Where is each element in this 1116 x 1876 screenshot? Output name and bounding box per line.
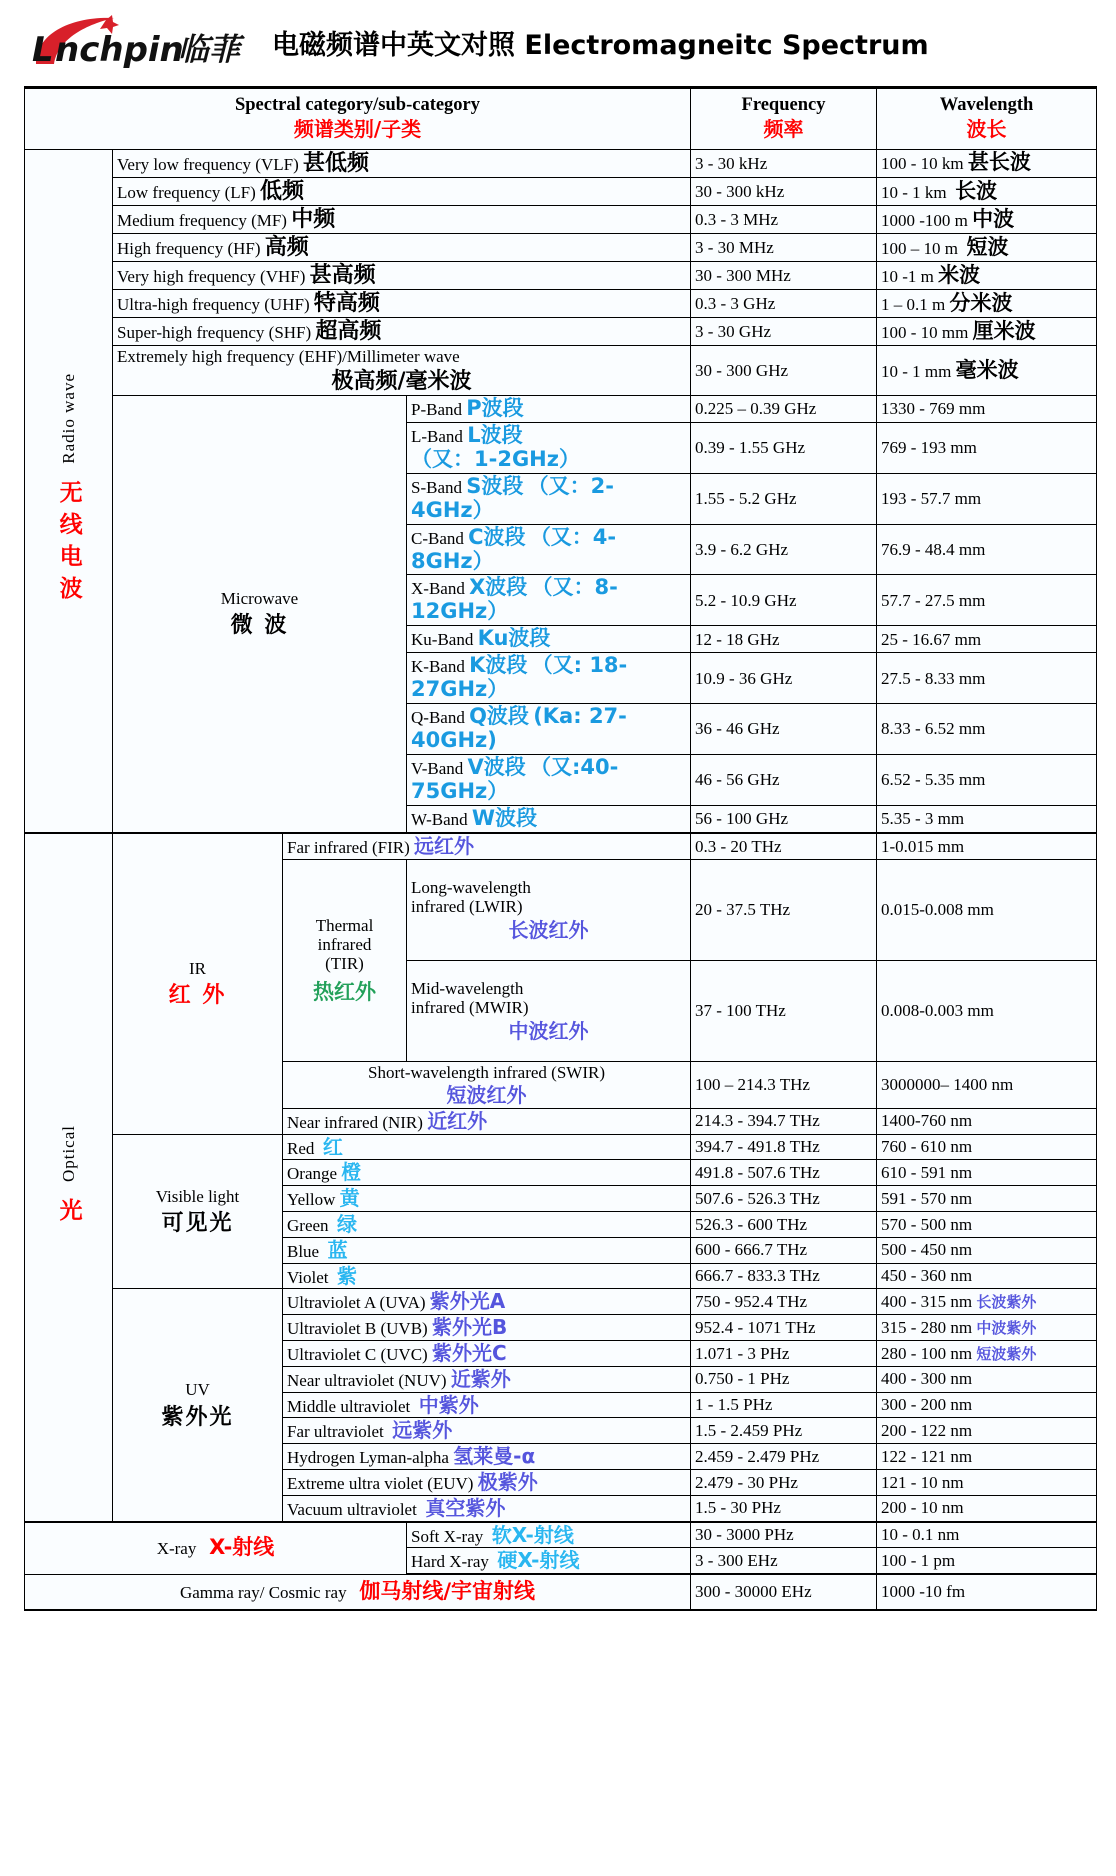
wave-mwir: 0.008-0.003 mm	[877, 960, 1097, 1061]
subgroup-thermal-infrared	[283, 859, 407, 1061]
wave-uva-value: 400 - 315 nm	[881, 1292, 973, 1312]
shf-cn: 超高频	[315, 319, 382, 345]
wave-p-band: 1330 - 769 mm	[877, 395, 1097, 422]
freq-lwir: 20 - 37.5 THz	[691, 859, 877, 960]
freq-x-band: 5.2 - 10.9 GHz	[691, 575, 877, 626]
vlf-cn: 甚低频	[303, 150, 370, 176]
mf-en: Medium frequency (MF)	[117, 211, 287, 231]
wave-lyman-alpha: 122 - 121 nm	[877, 1444, 1097, 1470]
hf-en: High frequency (HF)	[117, 239, 261, 259]
violet-en: Violet	[287, 1267, 329, 1287]
row-label-nir	[283, 1108, 691, 1134]
freq-s-band: 1.55 - 5.2 GHz	[691, 473, 877, 524]
freq-uva: 750 - 952.4 THz	[691, 1289, 877, 1315]
wave-fir: 1-0.015 mm	[877, 833, 1097, 859]
wave-vhf-value: 10 -1 m	[881, 266, 934, 286]
vhf-cn: 甚高频	[309, 263, 376, 289]
row-label-k-band	[407, 653, 691, 704]
freq-hard-xray: 3 - 300 EHz	[691, 1548, 877, 1574]
orange-en: Orange	[287, 1164, 338, 1184]
row-label-p-band	[407, 395, 691, 422]
vacuum-uv-cn: 真空紫外	[425, 1495, 506, 1520]
freq-lyman-alpha: 2.459 - 2.479 PHz	[691, 1444, 877, 1470]
wave-blue: 500 - 450 nm	[877, 1237, 1097, 1263]
freq-ku-band: 12 - 18 GHz	[691, 626, 877, 653]
far-uv-en: Far ultraviolet	[287, 1422, 384, 1442]
wave-nuv: 400 - 300 nm	[877, 1366, 1097, 1392]
vhf-en: Very high frequency (VHF)	[117, 267, 306, 287]
uhf-cn: 特高频	[313, 291, 380, 317]
ku-band-cn: Ku波段	[477, 626, 551, 651]
wave-violet: 450 - 360 nm	[877, 1263, 1097, 1289]
visible-en: Visible light	[155, 1186, 240, 1206]
row-label-vhf	[113, 262, 691, 290]
group-radio-en: Radio wave	[58, 373, 78, 465]
wave-red: 760 - 610 nm	[877, 1134, 1097, 1160]
swir-en: Short-wavelength infrared (SWIR)	[368, 1062, 605, 1082]
svg-text:L: L	[32, 30, 54, 70]
nuv-en: Near ultraviolet (NUV)	[287, 1370, 447, 1390]
wave-soft-xray: 10 - 0.1 nm	[877, 1522, 1097, 1548]
group-optical	[25, 833, 113, 1522]
freq-violet: 666.7 - 833.3 THz	[691, 1263, 877, 1289]
freq-nir: 214.3 - 394.7 THz	[691, 1108, 877, 1134]
x-band-cn: X波段	[469, 575, 528, 600]
fir-cn: 远红外	[414, 833, 474, 858]
tir-en-line1: Thermal	[315, 915, 374, 935]
row-label-lwir	[407, 859, 691, 960]
yellow-en: Yellow	[287, 1190, 336, 1210]
wave-yellow: 591 - 570 nm	[877, 1186, 1097, 1212]
freq-red: 394.7 - 491.8 THz	[691, 1134, 877, 1160]
freq-vhf: 30 - 300 MHz	[691, 262, 877, 290]
wave-w-band: 5.35 - 3 mm	[877, 805, 1097, 832]
freq-lf: 30 - 300 kHz	[691, 177, 877, 205]
ehf-en: Extremely high frequency (EHF)/Millimeter wave	[117, 347, 460, 367]
header-spectral-en: Spectral category/sub-category	[234, 95, 481, 115]
uv-en: UV	[185, 1380, 210, 1400]
freq-mf: 0.3 - 3 MHz	[691, 206, 877, 234]
uvc-en: Ultraviolet C (UVC)	[287, 1344, 428, 1364]
middle-uv-cn: 中紫外	[418, 1392, 479, 1417]
freq-soft-xray: 30 - 3000 PHz	[691, 1522, 877, 1548]
wave-uvc	[877, 1340, 1097, 1366]
fir-en: Far infrared (FIR)	[287, 837, 410, 857]
row-label-uhf	[113, 290, 691, 318]
row-label-blue	[283, 1237, 691, 1263]
wave-far-uv: 200 - 122 nm	[877, 1418, 1097, 1444]
wave-vhf-cn: 米波	[938, 262, 981, 287]
wave-x-band: 57.7 - 27.5 mm	[877, 575, 1097, 626]
row-label-uvc	[283, 1340, 691, 1366]
table-row-gamma	[25, 1574, 1097, 1610]
table-header-row	[25, 88, 1097, 150]
freq-swir: 100 – 214.3 THz	[691, 1061, 877, 1108]
subgroup-ir	[113, 833, 283, 1134]
group-optical-cn: 光	[55, 1197, 82, 1230]
row-label-ku-band	[407, 626, 691, 653]
lynchpin-logo	[28, 18, 254, 70]
table-row-lf	[25, 177, 1097, 205]
row-label-x-band	[407, 575, 691, 626]
v-band-alt: （又:40-75GHz）	[411, 755, 619, 803]
row-label-far-uv	[283, 1418, 691, 1444]
row-label-hard-xray	[407, 1548, 691, 1574]
row-label-swir	[283, 1061, 691, 1108]
soft-xray-en: Soft X-ray	[411, 1526, 484, 1546]
freq-c-band: 3.9 - 6.2 GHz	[691, 524, 877, 575]
freq-far-uv: 1.5 - 2.459 PHz	[691, 1418, 877, 1444]
wave-k-band: 27.5 - 8.33 mm	[877, 653, 1097, 704]
header-frequency	[691, 88, 877, 150]
wave-vhf	[877, 262, 1097, 290]
wave-lf	[877, 177, 1097, 205]
p-band-cn: P波段	[466, 395, 524, 420]
microwave-en: Microwave	[220, 589, 299, 609]
green-cn: 绿	[337, 1211, 358, 1236]
freq-q-band: 36 - 46 GHz	[691, 704, 877, 755]
table-row-vlf	[25, 149, 1097, 177]
k-band-cn: K波段	[469, 653, 528, 678]
l-band-alt: （又：1-2GHz）	[411, 446, 580, 471]
wave-vlf-cn: 甚长波	[967, 150, 1031, 175]
k-band-alt: （又: 18-27GHz）	[411, 653, 628, 702]
freq-ehf: 30 - 300 GHz	[691, 346, 877, 395]
table-row-vhf	[25, 262, 1097, 290]
s-band-alt: （又：2-4GHz）	[411, 473, 614, 522]
microwave-cn: 微 波	[230, 613, 289, 639]
row-label-nuv	[283, 1366, 691, 1392]
red-cn: 红	[322, 1134, 343, 1159]
x-band-en: X-Band	[411, 579, 465, 599]
logo-graphic	[28, 14, 254, 70]
wave-uvc-value: 280 - 100 nm	[881, 1343, 973, 1363]
wave-hard-xray: 100 - 1 pm	[877, 1548, 1097, 1574]
lwir-en-1: Long-wavelength	[411, 877, 531, 897]
vlf-en: Very low frequency (VLF)	[117, 154, 299, 174]
ir-cn: 红 外	[168, 983, 227, 1009]
wave-ehf-cn: 毫米波	[955, 357, 1019, 382]
s-band-en: S-Band	[411, 477, 462, 497]
wave-l-band: 769 - 193 mm	[877, 422, 1097, 473]
wave-uva-cn: 长波紫外	[976, 1293, 1037, 1312]
table-row-fir	[25, 833, 1097, 859]
freq-blue: 600 - 666.7 THz	[691, 1237, 877, 1263]
k-band-en: K-Band	[411, 657, 465, 677]
l-band-en: L-Band	[411, 426, 463, 446]
row-label-red	[283, 1134, 691, 1160]
wave-c-band: 76.9 - 48.4 mm	[877, 524, 1097, 575]
wave-q-band: 8.33 - 6.52 mm	[877, 704, 1097, 755]
p-band-en: P-Band	[411, 399, 462, 419]
lyman-alpha-cn: 氢莱曼-α	[453, 1444, 536, 1469]
freq-green: 526.3 - 600 THz	[691, 1211, 877, 1237]
row-label-q-band	[407, 704, 691, 755]
subgroup-microwave	[113, 395, 407, 832]
header-wavelength-en: Wavelength	[939, 95, 1034, 115]
nir-cn: 近红外	[427, 1108, 488, 1133]
freq-orange: 491.8 - 507.6 THz	[691, 1160, 877, 1186]
ir-en: IR	[189, 958, 206, 978]
wave-ehf	[877, 346, 1097, 395]
row-label-vlf	[113, 149, 691, 177]
lyman-alpha-en: Hydrogen Lyman-alpha	[287, 1448, 449, 1468]
row-label-soft-xray	[407, 1522, 691, 1548]
freq-middle-uv: 1 - 1.5 PHz	[691, 1392, 877, 1418]
q-band-alt: (Ka: 27-40GHz)	[411, 704, 627, 753]
uva-cn: 紫外光A	[429, 1289, 506, 1314]
wave-hf	[877, 234, 1097, 262]
hard-xray-cn: 硬X-射线	[497, 1548, 580, 1573]
wave-lf-value: 10 - 1 km	[881, 182, 947, 202]
euv-en: Extreme ultra violet (EUV)	[287, 1473, 474, 1493]
header-spectral-category	[25, 88, 691, 150]
freq-euv: 2.479 - 30 PHz	[691, 1469, 877, 1495]
visible-cn: 可见光	[161, 1211, 234, 1237]
spectrum-table	[24, 86, 1097, 1611]
row-label-hf	[113, 234, 691, 262]
subgroup-uv	[113, 1289, 283, 1522]
gamma-en: Gamma ray/ Cosmic ray	[179, 1583, 347, 1603]
table-row-p-band	[25, 395, 1097, 422]
mf-cn: 中频	[291, 207, 336, 233]
uhf-en: Ultra-high frequency (UHF)	[117, 295, 310, 315]
wave-shf-cn: 厘米波	[972, 318, 1036, 343]
group-radio-wave	[25, 149, 113, 832]
wave-uhf	[877, 290, 1097, 318]
hard-xray-en: Hard X-ray	[411, 1552, 489, 1572]
row-label-w-band	[407, 805, 691, 832]
wave-euv: 121 - 10 nm	[877, 1469, 1097, 1495]
wave-hf-cn: 短波	[966, 234, 1009, 259]
freq-l-band: 0.39 - 1.55 GHz	[691, 422, 877, 473]
far-uv-cn: 远紫外	[392, 1418, 453, 1443]
ehf-cn: 极高频/毫米波	[331, 368, 472, 394]
row-label-l-band	[407, 422, 691, 473]
c-band-cn: C波段	[468, 524, 526, 549]
freq-yellow: 507.6 - 526.3 THz	[691, 1186, 877, 1212]
page-title: 电磁频谱中英文对照 Electromagneitc Spectrum	[272, 29, 929, 61]
blue-cn: 蓝	[327, 1237, 348, 1262]
row-label-mf	[113, 206, 691, 234]
orange-cn: 橙	[341, 1160, 362, 1185]
w-band-en: W-Band	[411, 809, 468, 829]
freq-vacuum-uv: 1.5 - 30 PHz	[691, 1495, 877, 1521]
row-label-green	[283, 1211, 691, 1237]
freq-fir: 0.3 - 20 THz	[691, 833, 877, 859]
tir-en-line3: (TIR)	[325, 954, 364, 974]
row-label-s-band	[407, 473, 691, 524]
uvc-cn: 紫外光C	[431, 1340, 507, 1365]
group-xray	[25, 1522, 407, 1575]
table-row-uva	[25, 1289, 1097, 1315]
nuv-cn: 近紫外	[450, 1366, 511, 1391]
wave-swir: 3000000– 1400 nm	[877, 1061, 1097, 1108]
wave-v-band: 6.52 - 5.35 mm	[877, 755, 1097, 806]
wave-uvb-cn: 中波紫外	[976, 1318, 1037, 1337]
uvb-en: Ultraviolet B (UVB)	[287, 1319, 428, 1339]
row-label-mwir	[407, 960, 691, 1061]
table-row-red	[25, 1134, 1097, 1160]
soft-xray-cn: 软X-射线	[491, 1522, 574, 1547]
freq-hf: 3 - 30 MHz	[691, 234, 877, 262]
blue-en: Blue	[287, 1241, 320, 1261]
group-optical-en: Optical	[58, 1124, 78, 1182]
gamma-cn: 伽马射线/宇宙射线	[359, 1579, 536, 1604]
wave-uvc-cn: 短波紫外	[976, 1344, 1037, 1363]
row-label-violet	[283, 1263, 691, 1289]
wave-gamma: 1000 -10 fm	[877, 1574, 1097, 1610]
freq-p-band: 0.225 – 0.39 GHz	[691, 395, 877, 422]
violet-cn: 紫	[336, 1263, 357, 1288]
row-label-orange	[283, 1160, 691, 1186]
header-spectral-cn: 频谱类别/子类	[293, 117, 422, 142]
row-label-ehf	[113, 346, 691, 395]
table-row-uhf	[25, 290, 1097, 318]
table-row-shf	[25, 318, 1097, 346]
header-wavelength-cn: 波长	[966, 117, 1007, 142]
row-label-c-band	[407, 524, 691, 575]
q-band-en: Q-Band	[411, 708, 465, 728]
lf-en: Low frequency (LF)	[117, 182, 256, 202]
lwir-cn: 长波红外	[508, 917, 589, 942]
row-label-lf	[113, 177, 691, 205]
wave-hf-value: 100 – 10 m	[881, 238, 958, 258]
freq-nuv: 0.750 - 1 PHz	[691, 1366, 877, 1392]
freq-vlf: 3 - 30 kHz	[691, 149, 877, 177]
s-band-cn: S波段	[466, 473, 524, 498]
uva-en: Ultraviolet A (UVA)	[287, 1293, 426, 1313]
lf-cn: 低频	[260, 178, 305, 204]
freq-uvc: 1.071 - 3 PHz	[691, 1340, 877, 1366]
wave-mf-value: 1000 -100 m	[881, 210, 968, 230]
row-label-yellow	[283, 1186, 691, 1212]
row-label-v-band	[407, 755, 691, 806]
row-label-lyman-alpha	[283, 1444, 691, 1470]
lwir-en-2: infrared (LWIR)	[411, 897, 523, 917]
freq-uhf: 0.3 - 3 GHz	[691, 290, 877, 318]
freq-k-band: 10.9 - 36 GHz	[691, 653, 877, 704]
freq-v-band: 46 - 56 GHz	[691, 755, 877, 806]
svg-text:nchpin: nchpin	[55, 30, 184, 70]
middle-uv-en: Middle ultraviolet	[287, 1396, 411, 1416]
wave-lf-cn: 长波	[955, 178, 998, 203]
row-label-vacuum-uv	[283, 1495, 691, 1521]
table-row-soft-xray	[25, 1522, 1097, 1548]
wave-orange: 610 - 591 nm	[877, 1160, 1097, 1186]
freq-w-band: 56 - 100 GHz	[691, 805, 877, 832]
wave-uhf-cn: 分米波	[949, 290, 1013, 315]
tir-cn: 热红外	[313, 979, 376, 1004]
c-band-en: C-Band	[411, 528, 464, 548]
mwir-cn: 中波红外	[508, 1018, 589, 1043]
euv-cn: 极紫外	[477, 1469, 538, 1494]
wave-uva	[877, 1289, 1097, 1315]
wave-s-band: 193 - 57.7 mm	[877, 473, 1097, 524]
wave-mf	[877, 206, 1097, 234]
q-band-cn: Q波段	[469, 704, 529, 729]
wave-vlf-value: 100 - 10 km	[881, 154, 964, 174]
v-band-cn: V波段	[467, 755, 526, 779]
wave-uvb	[877, 1315, 1097, 1341]
wave-green: 570 - 500 nm	[877, 1211, 1097, 1237]
hf-cn: 高频	[264, 235, 309, 261]
freq-shf: 3 - 30 GHz	[691, 318, 877, 346]
tir-en-line2: infrared	[317, 934, 372, 954]
wave-lwir: 0.015-0.008 mm	[877, 859, 1097, 960]
x-band-alt: （又：8-12GHz）	[411, 575, 618, 624]
table-row-hf	[25, 234, 1097, 262]
wave-uhf-value: 1 – 0.1 m	[881, 294, 946, 314]
row-label-fir	[283, 833, 691, 859]
group-radio-cn: 无线电波	[55, 480, 82, 609]
group-gamma	[25, 1574, 691, 1610]
row-label-uva	[283, 1289, 691, 1315]
swir-cn: 短波红外	[446, 1082, 527, 1107]
freq-mwir: 37 - 100 THz	[691, 960, 877, 1061]
wave-nir: 1400-760 nm	[877, 1108, 1097, 1134]
mwir-en-1: Mid-wavelength	[411, 978, 524, 998]
header-wavelength	[877, 88, 1097, 150]
wave-ehf-value: 10 - 1 mm	[881, 361, 952, 381]
uvb-cn: 紫外光B	[431, 1315, 508, 1340]
w-band-cn: W波段	[471, 805, 538, 830]
row-label-shf	[113, 318, 691, 346]
mwir-en-2: infrared (MWIR)	[411, 998, 529, 1018]
ku-band-en: Ku-Band	[411, 630, 474, 650]
nir-en: Near infrared (NIR)	[287, 1112, 423, 1132]
header-frequency-en: Frequency	[741, 95, 826, 115]
xray-cn: X-射线	[209, 1535, 275, 1560]
wave-vacuum-uv: 200 - 10 nm	[877, 1495, 1097, 1521]
wave-uvb-value: 315 - 280 nm	[881, 1317, 973, 1337]
wave-shf-value: 100 - 10 mm	[881, 322, 969, 342]
c-band-alt: （又：4-8GHz）	[411, 524, 617, 573]
subgroup-visible-light	[113, 1134, 283, 1289]
wave-vlf	[877, 149, 1097, 177]
shf-en: Super-high frequency (SHF)	[117, 323, 312, 343]
freq-uvb: 952.4 - 1071 THz	[691, 1315, 877, 1341]
wave-mf-cn: 中波	[972, 206, 1015, 231]
xray-en: X-ray	[156, 1539, 197, 1559]
yellow-cn: 黄	[339, 1186, 360, 1211]
l-band-cn: L波段	[467, 422, 523, 447]
freq-gamma: 300 - 30000 EHz	[691, 1574, 877, 1610]
table-row-mf	[25, 206, 1097, 234]
row-label-euv	[283, 1469, 691, 1495]
wave-ku-band: 25 - 16.67 mm	[877, 626, 1097, 653]
svg-text:临菲: 临菲	[178, 32, 240, 68]
vacuum-uv-en: Vacuum ultraviolet	[287, 1499, 417, 1519]
row-label-middle-uv	[283, 1392, 691, 1418]
header-frequency-cn: 频率	[763, 117, 804, 142]
table-row-ehf	[25, 346, 1097, 395]
v-band-en: V-Band	[411, 759, 464, 778]
wave-middle-uv: 300 - 200 nm	[877, 1392, 1097, 1418]
uv-cn: 紫外光	[161, 1404, 234, 1430]
green-en: Green	[287, 1215, 329, 1235]
page-header	[0, 0, 1116, 80]
wave-shf	[877, 318, 1097, 346]
red-en: Red	[287, 1138, 315, 1158]
row-label-uvb	[283, 1315, 691, 1341]
